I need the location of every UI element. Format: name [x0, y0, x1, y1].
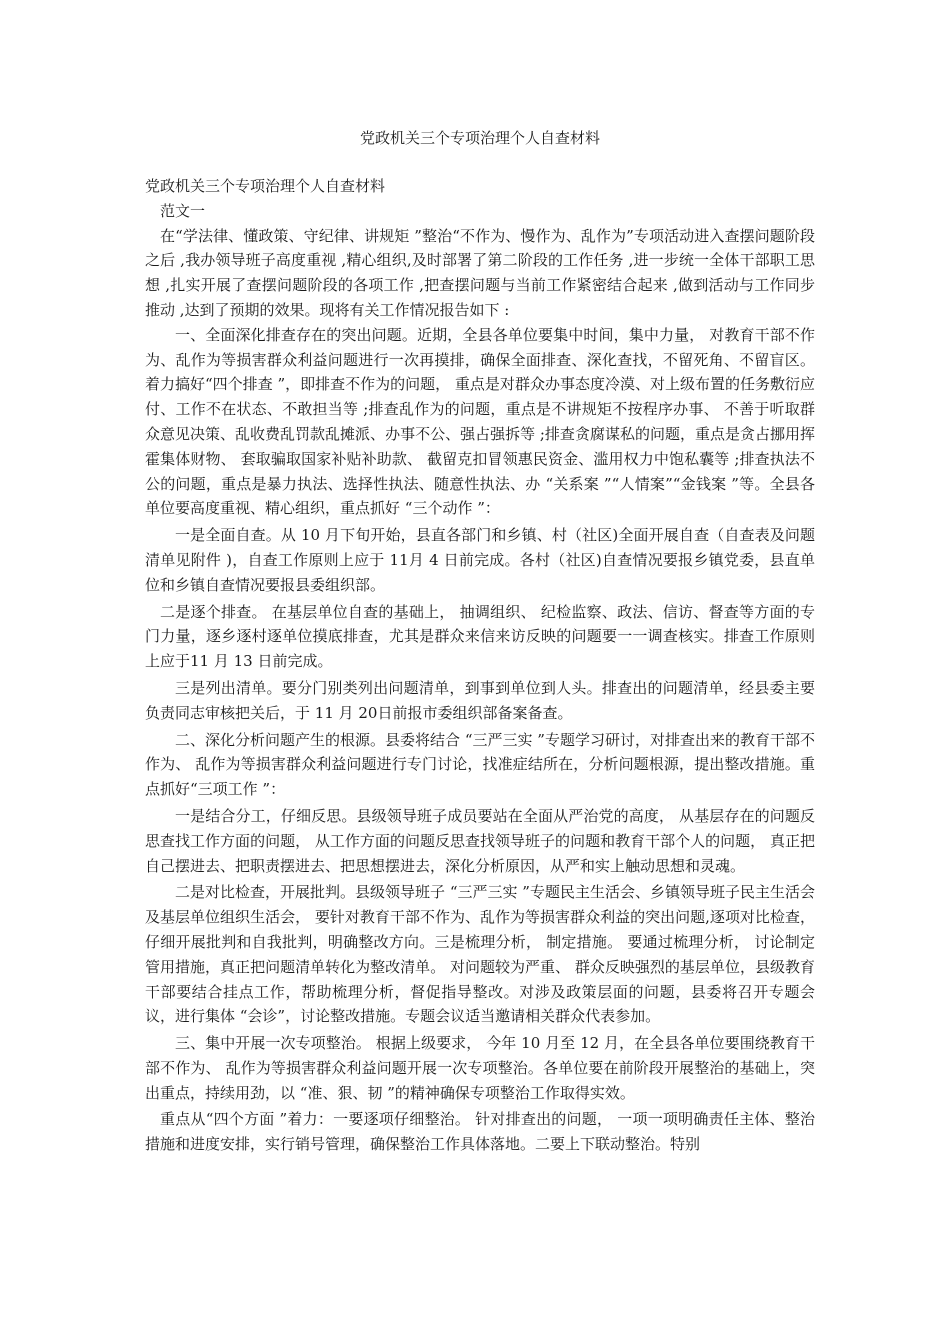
- paragraph: 三、集中开展一次专项整治。 根据上级要求， 今年 10 月至 12 月，在全县各单位要围绕教育干部不作为、 乱作为等损害群众利益问题开展一次专项整治。各单位要在前阶段开展整治的基础上，突出重点，持续用劲，以 “准、狠、韧 ”的精神确保专项整治工作取得实效。: [145, 1034, 815, 1102]
- document-title: 党政机关三个专项治理个人自查材料: [359, 129, 600, 147]
- paragraph: 三是列出清单。要分门别类列出问题清单，到事到单位到人头。排查出的问题清单，经县委主要负责同志审核把关后，于 11 月 20日前报市委组织部备案备查。: [145, 678, 815, 722]
- document-body: [145, 174, 815, 1157]
- paragraph: 一、全面深化排查存在的突出问题。近期，全县各单位要集中时间，集中力量， 对教育干部不作为、乱作为等损害群众利益问题进行一次再摸排，确保全面排查、深化查找，不留死角、不留盲区。着力搞好“四个排查 ”，即排查不作为的问题， 重点是对群众办事态度冷漠、对上级布置的任务敷衍应付、工作不在状态、不敢担当等 ;排查乱作为的问题，重点是不讲规矩不按程序办事、 不善于听取群众意见决策、乱收费乱罚款乱摊派、办事不公、强占强拆等 ;排查贪腐谋私的问题，重点是贪占挪用挥霍集体财物、 套取骗取国家补贴补助款、 截留克扣冒领惠民资金、滥用权力中饱私囊等 ;排查执法不公的问题，重点是暴力执法、选择性执法、随意性执法、办 “关系案 ”“人情案”“金钱案 ”等。全县各单位要高度重视、精心组织，重点抓好 “三个动作 ”：: [145, 325, 815, 518]
- document-heading: 党政机关三个专项治理个人自查材料: [145, 177, 386, 195]
- paragraph: 二、深化分析问题产生的根源。县委将结合 “三严三实 ”专题学习研讨，对排查出来的教育干部不作为、 乱作为等损害群众利益问题进行专门讨论，找准症结所在，分析问题根源，提出整改措施。重点抓好“三项工作 ”：: [145, 730, 815, 799]
- paragraph: 范文一: [160, 201, 206, 220]
- paragraph: 一是全面自查。从 10 月下旬开始，县直各部门和乡镇、村（社区)全面开展自查（自查表及问题清单见附件 )，自查工作原则上应于 11月 4 日前完成。各村（社区)自查情况要报乡镇党委，县直单位和乡镇自查情况要报县委组织部。: [145, 526, 815, 594]
- paragraph: 在“学法律、懂政策、守纪律、讲规矩 ”整治“不作为、慢作为、乱作为”专项活动进入查摆问题阶段之后 ,我办领导班子高度重视 ,精心组织,及时部署了第二阶段的工作任务 ,进一步统一全体干部职工思想 ,扎实开展了查摆问题阶段的各项工作 ,把查摆问题与当前工作紧密结合起来 ,做到活动与工作同步推动 ,达到了预期的效果。现将有关工作情况报告如下 :: [145, 226, 815, 319]
- paragraph: 一是结合分工，仔细反思。县级领导班子成员要站在全面从严治党的高度， 从基层存在的问题反思查找工作方面的问题， 从工作方面的问题反思查找领导班子的问题和教育干部个人的问题， 真正把自己摆进去、把职责摆进去、把思想摆进去，深化分析原因，从严和实上触动思想和灵魂。: [145, 806, 815, 875]
- paragraph: 重点从“四个方面 ”着力：一要逐项仔细整治。 针对排查出的问题， 一项一项明确责任主体、整治措施和进度安排，实行销号管理，确保整治工作具体落地。二要上下联动整治。特别: [145, 1110, 815, 1154]
- paragraph: 二是逐个排查。 在基层单位自查的基础上， 抽调组织、 纪检监察、政法、信访、督查等方面的专门力量，逐乡逐村逐单位摸底排查，尤其是群众来信来访反映的问题要一一调查核实。排查工作原则上应于11 月 13 日前完成。: [145, 602, 815, 671]
- paragraph: 二是对比检查，开展批判。县级领导班子 “三严三实 ”专题民主生活会、乡镇领导班子民主生活会及基层单位组织生活会， 要针对教育干部不作为、乱作为等损害群众利益的突出问题,逐项对比检查，仔细开展批判和自我批判，明确整改方向。三是梳理分析， 制定措施。 要通过梳理分析， 讨论制定管用措施，真正把问题清单转化为整改清单。 对问题较为严重、 群众反映强烈的基层单位，县级教育干部要结合挂点工作，帮助梳理分析，督促指导整改。对涉及政策层面的问题，县委将召开专题会议，进行集体 “会诊”，讨论整改措施。专题会议适当邀请相关群众代表参加。: [145, 883, 815, 1026]
